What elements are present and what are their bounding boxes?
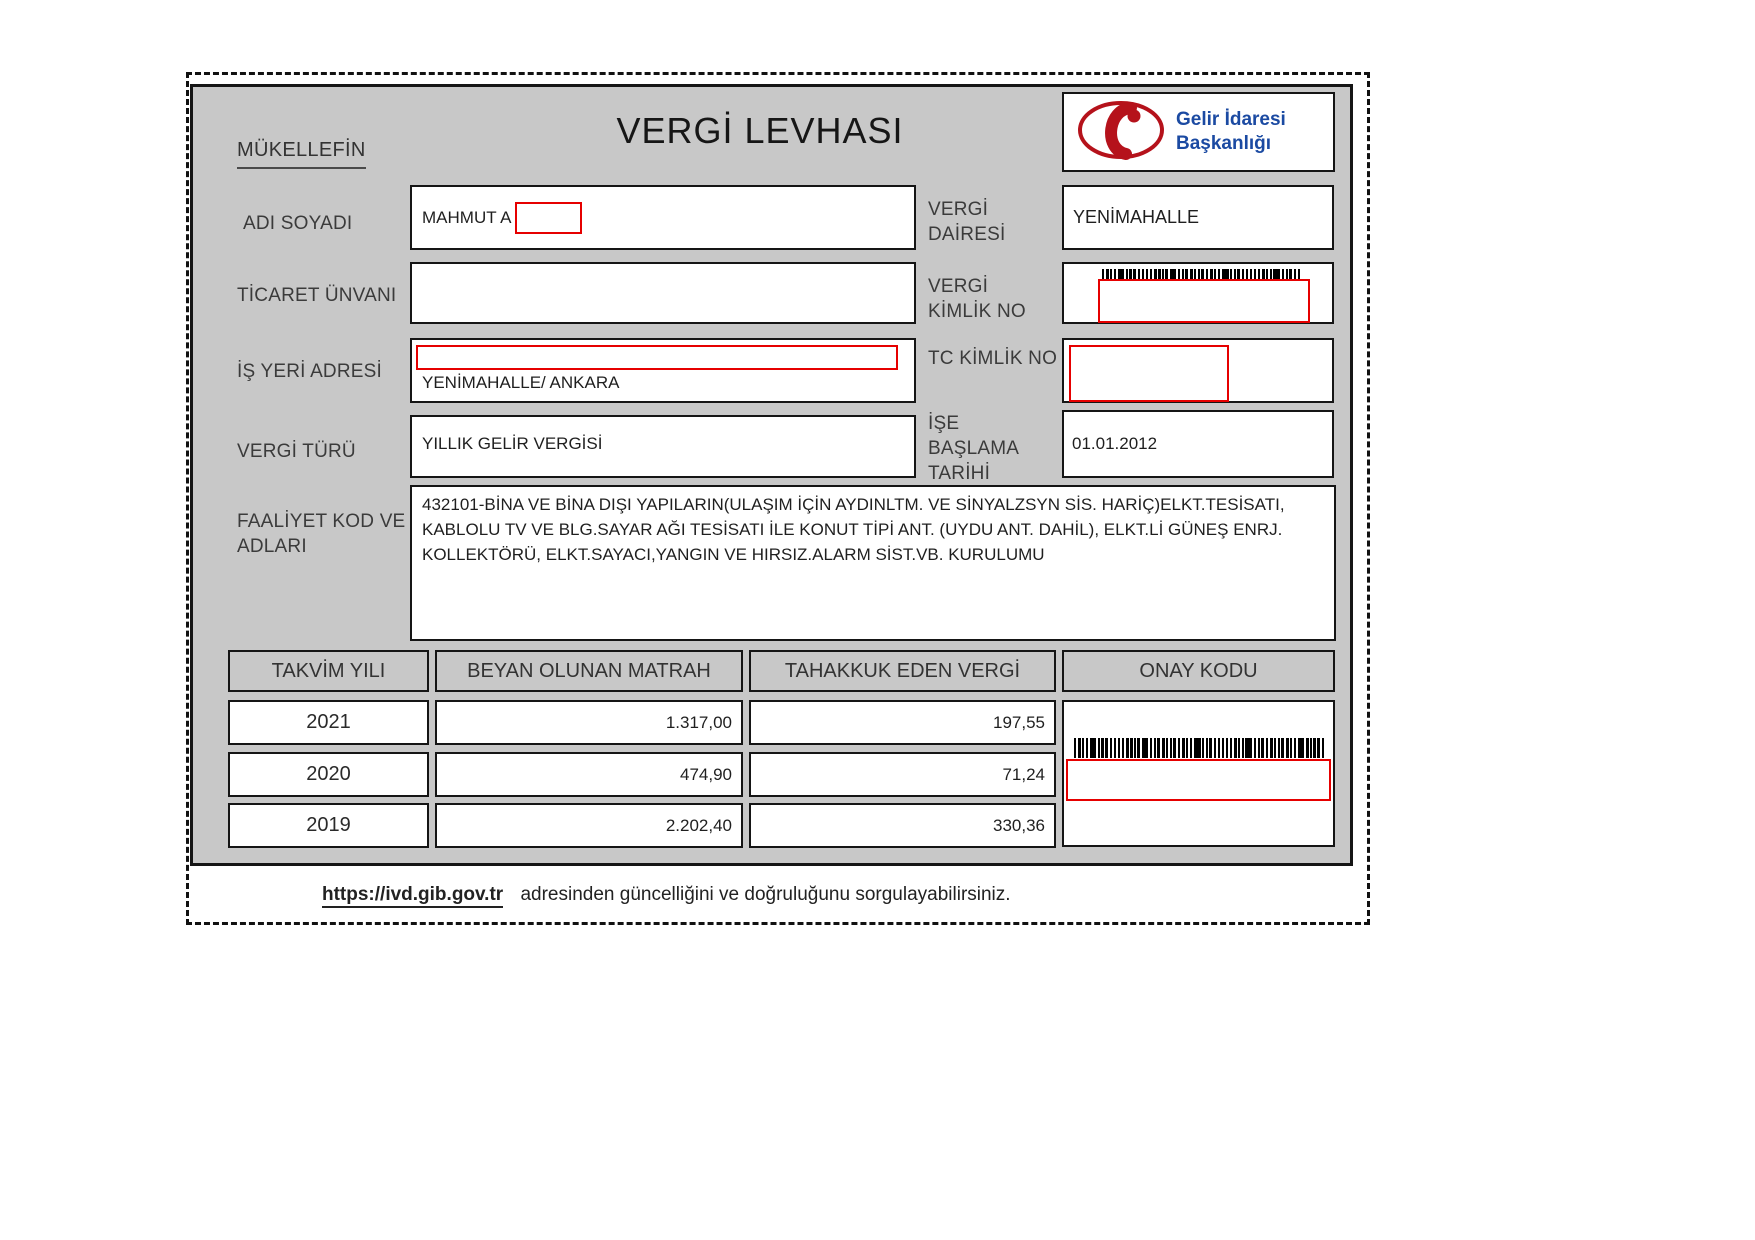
table-header-tahakkuk-eden-vergi: TAHAKKUK EDEN VERGİ — [749, 650, 1056, 692]
footer — [322, 884, 1011, 906]
field-is-yeri-adresi — [410, 338, 916, 403]
label-ticaret-unvani: TİCARET ÜNVANI — [237, 285, 397, 306]
onay-kodu-cell — [1062, 700, 1335, 847]
adi-soyadi-redaction-box — [515, 202, 582, 234]
field-ticaret-unvani — [410, 262, 916, 324]
vergi-kimlik-redaction-box — [1098, 279, 1310, 323]
onay-kodu-redaction-box — [1066, 759, 1331, 801]
table-row-2020-matrah: 474,90 — [435, 752, 743, 797]
label-ise-baslama-tarihi: İŞE BAŞLAMA TARİHİ — [928, 413, 1019, 484]
label-adi-soyadi: ADI SOYADI — [243, 213, 353, 234]
vergi-turu-value: YILLIK GELİR VERGİSİ — [422, 434, 603, 453]
field-ise-baslama-tarihi — [1062, 410, 1334, 478]
label-tc-kimlik-no: TC KİMLİK NO — [928, 348, 1058, 369]
field-tc-kimlik-no — [1062, 338, 1334, 403]
table-row-2021-matrah: 1.317,00 — [435, 700, 743, 745]
adres-value: YENİMAHALLE/ ANKARA — [422, 373, 620, 392]
table-header-beyan-olunan-matrah: BEYAN OLUNAN MATRAH — [435, 650, 743, 692]
table-header-onay-kodu: ONAY KODU — [1062, 650, 1335, 692]
table-row-2021-year: 2021 — [228, 700, 429, 745]
table-row-2019-vergi: 330,36 — [749, 803, 1056, 848]
table-row-2021-vergi: 197,55 — [749, 700, 1056, 745]
gib-logo-line1: Gelir İdaresi — [1176, 109, 1286, 130]
label-vergi-kimlik-no: VERGİ KİMLİK NO — [928, 276, 1026, 322]
label-faaliyet-kod: FAALİYET KOD VE ADLARI — [237, 511, 406, 557]
footer-verification-url: https://ivd.gib.gov.tr — [322, 884, 503, 908]
adres-redaction-box — [416, 345, 898, 370]
gib-logo-text — [1176, 108, 1286, 156]
field-faaliyet-kod — [410, 485, 1336, 641]
ise-baslama-tarihi-value: 01.01.2012 — [1072, 434, 1158, 453]
table-row-2020-year: 2020 — [228, 752, 429, 797]
table-row-2019-matrah: 2.202,40 — [435, 803, 743, 848]
onay-kodu-barcode-icon — [1074, 738, 1326, 758]
table-row-2020-vergi: 71,24 — [749, 752, 1056, 797]
adi-soyadi-value: MAHMUT A — [422, 207, 512, 227]
gib-logo-box — [1062, 92, 1335, 172]
gib-logo-icon — [1076, 99, 1166, 166]
gib-logo-line2: Başkanlığı — [1176, 133, 1272, 154]
faaliyet-kod-value: 432101-BİNA VE BİNA DIŞI YAPILARIN(ULAŞIM İÇİN AYDINLTM. VE SİNYALZSYN SİS. HARİÇ)ELKT.TESİSATI, KABLOLU TV VE BLG.SAYAR AĞI TESİSATI İLE KONUT TİPİ ANT. (UYDU ANT. DAHİL), ELKT.Lİ GÜNEŞ ENRJ. KOLLEKTÖRÜ, ELKT.SAYACI,YANGIN VE HIRSIZ.ALARM SİST.VB. KURULUMU — [422, 495, 1285, 564]
label-vergi-dairesi: VERGİ DAİRESİ — [928, 199, 1006, 245]
field-vergi-kimlik-no — [1062, 262, 1334, 324]
table-header-takvim-yili: TAKVİM YILI — [228, 650, 429, 692]
label-vergi-turu: VERGİ TÜRÜ — [237, 441, 356, 462]
field-vergi-dairesi — [1062, 185, 1334, 250]
field-adi-soyadi — [410, 185, 916, 250]
page-title: VERGİ LEVHASI — [616, 110, 904, 151]
taxpayer-section-label: MÜKELLEFİN — [237, 139, 366, 169]
vergi-dairesi-value: YENİMAHALLE — [1073, 207, 1200, 227]
field-vergi-turu — [410, 415, 916, 478]
footer-verification-text: adresinden güncelliğini ve doğruluğunu sorgulayabilirsiniz. — [520, 884, 1011, 905]
table-row-2019-year: 2019 — [228, 803, 429, 848]
tc-kimlik-redaction-box — [1069, 345, 1229, 402]
label-is-yeri-adresi: İŞ YERİ ADRESİ — [237, 361, 383, 382]
